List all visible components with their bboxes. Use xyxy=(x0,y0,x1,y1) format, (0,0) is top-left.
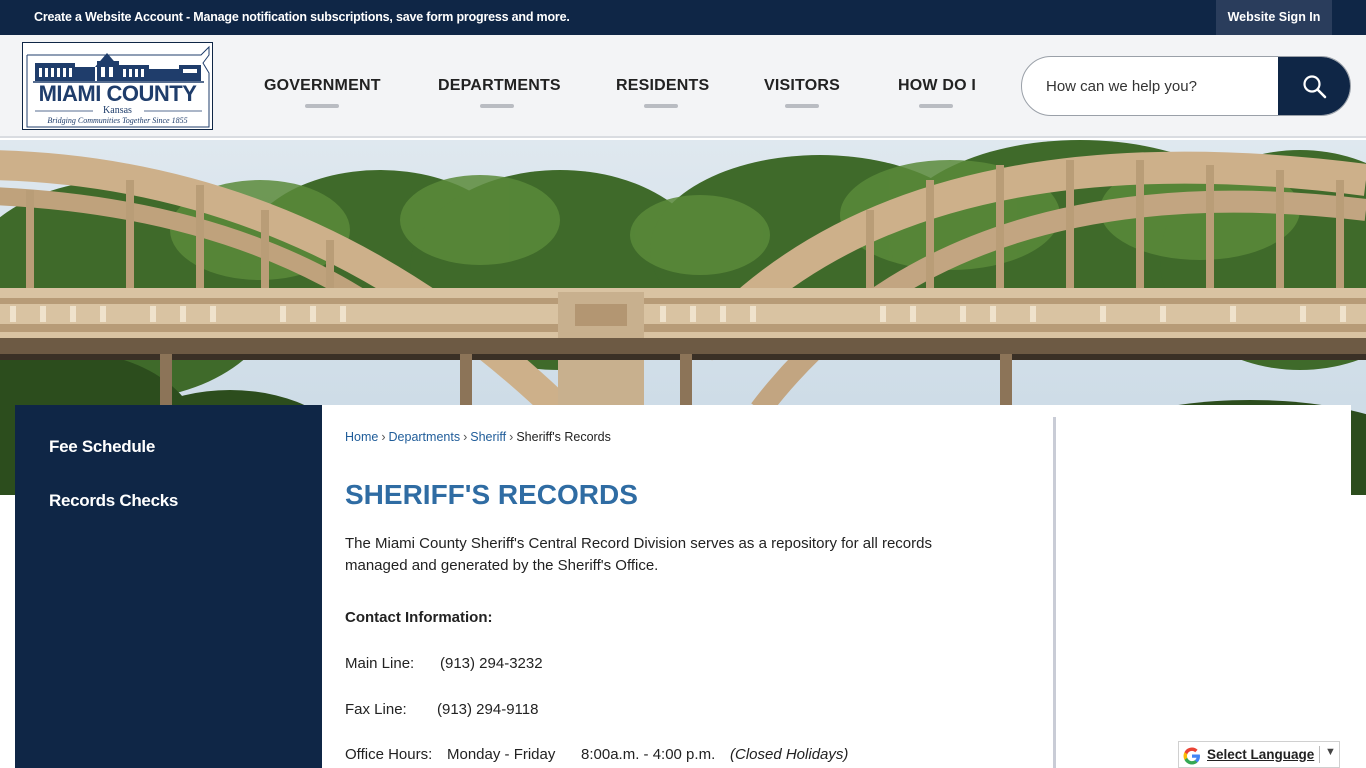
nav-label: DEPARTMENTS xyxy=(438,77,561,94)
nav-label: HOW DO I xyxy=(897,77,977,94)
breadcrumb xyxy=(345,430,611,444)
nav-residents[interactable] xyxy=(616,35,710,135)
search-button[interactable] xyxy=(1278,57,1351,115)
search-icon xyxy=(1302,74,1328,100)
logo-tagline: Bridging Communities Together Since 1855 xyxy=(47,116,188,125)
nav-underline xyxy=(480,104,514,108)
breadcrumb-separator: › xyxy=(509,430,514,444)
search-input[interactable] xyxy=(1022,57,1278,115)
contact-heading: Contact Information: xyxy=(345,609,493,626)
language-selector[interactable] xyxy=(1178,741,1340,768)
nav-underline xyxy=(785,104,819,108)
create-account-link[interactable] xyxy=(34,10,570,24)
office-hours-time: 8:00a.m. - 4:00 p.m. xyxy=(581,746,716,763)
nav-how-do-i[interactable] xyxy=(897,35,977,135)
translate-divider xyxy=(1319,746,1320,763)
section-sidebar xyxy=(15,405,322,768)
breadcrumb-separator: › xyxy=(381,430,386,444)
google-g-icon xyxy=(1183,747,1201,765)
main-line-label: Main Line: xyxy=(345,655,415,672)
site-search xyxy=(1021,56,1351,116)
nav-label: VISITORS xyxy=(764,77,840,94)
office-hours-days: Monday - Friday xyxy=(447,746,556,763)
breadcrumb-sheriff[interactable]: Sheriff xyxy=(470,430,507,444)
nav-underline xyxy=(644,104,678,108)
nav-visitors[interactable] xyxy=(764,35,840,135)
website-sign-in-button[interactable]: Website Sign In xyxy=(1216,0,1332,35)
main-content xyxy=(322,405,1351,768)
fax-line-label: Fax Line: xyxy=(345,701,407,718)
create-account-label[interactable]: Create a Website Account xyxy=(34,10,183,24)
logo-title: MIAMI COUNTY xyxy=(38,81,197,106)
page-title: SHERIFF'S RECORDS xyxy=(345,479,638,510)
office-hours-label: Office Hours: xyxy=(345,746,433,763)
miami-county-logo[interactable] xyxy=(22,42,213,130)
logo-state: Kansas xyxy=(103,105,132,116)
nav-departments[interactable] xyxy=(438,35,561,135)
sidebar-item-records-checks[interactable]: Records Checks xyxy=(49,491,179,510)
breadcrumb-separator: › xyxy=(463,430,468,444)
fax-line-number: (913) 294-9118 xyxy=(437,701,539,718)
main-line-phone[interactable]: (913) 294-3232 xyxy=(440,655,543,672)
nav-underline xyxy=(305,104,339,108)
nav-label: GOVERNMENT xyxy=(264,77,381,94)
chevron-down-icon[interactable]: ▼ xyxy=(1325,746,1336,758)
site-header xyxy=(0,35,1366,138)
office-hours-note: (Closed Holidays) xyxy=(730,746,849,763)
breadcrumb-home[interactable]: Home xyxy=(345,430,379,444)
content-divider xyxy=(1053,417,1056,768)
top-utility-bar xyxy=(0,0,1366,35)
sidebar-item-fee-schedule[interactable]: Fee Schedule xyxy=(49,437,155,456)
nav-government[interactable] xyxy=(264,35,380,135)
create-account-description: - Manage notification subscriptions, save form progress and more. xyxy=(182,10,570,24)
intro-paragraph: The Miami County Sheriff's Central Record Division serves as a repository for all records managed and generated by the Sheriff's Office. xyxy=(345,535,932,574)
nav-underline xyxy=(919,104,953,108)
select-language-label[interactable]: Select Language xyxy=(1207,747,1315,762)
breadcrumb-current: Sheriff's Records xyxy=(516,430,611,444)
nav-label: RESIDENTS xyxy=(616,77,710,94)
breadcrumb-departments[interactable]: Departments xyxy=(388,430,461,444)
